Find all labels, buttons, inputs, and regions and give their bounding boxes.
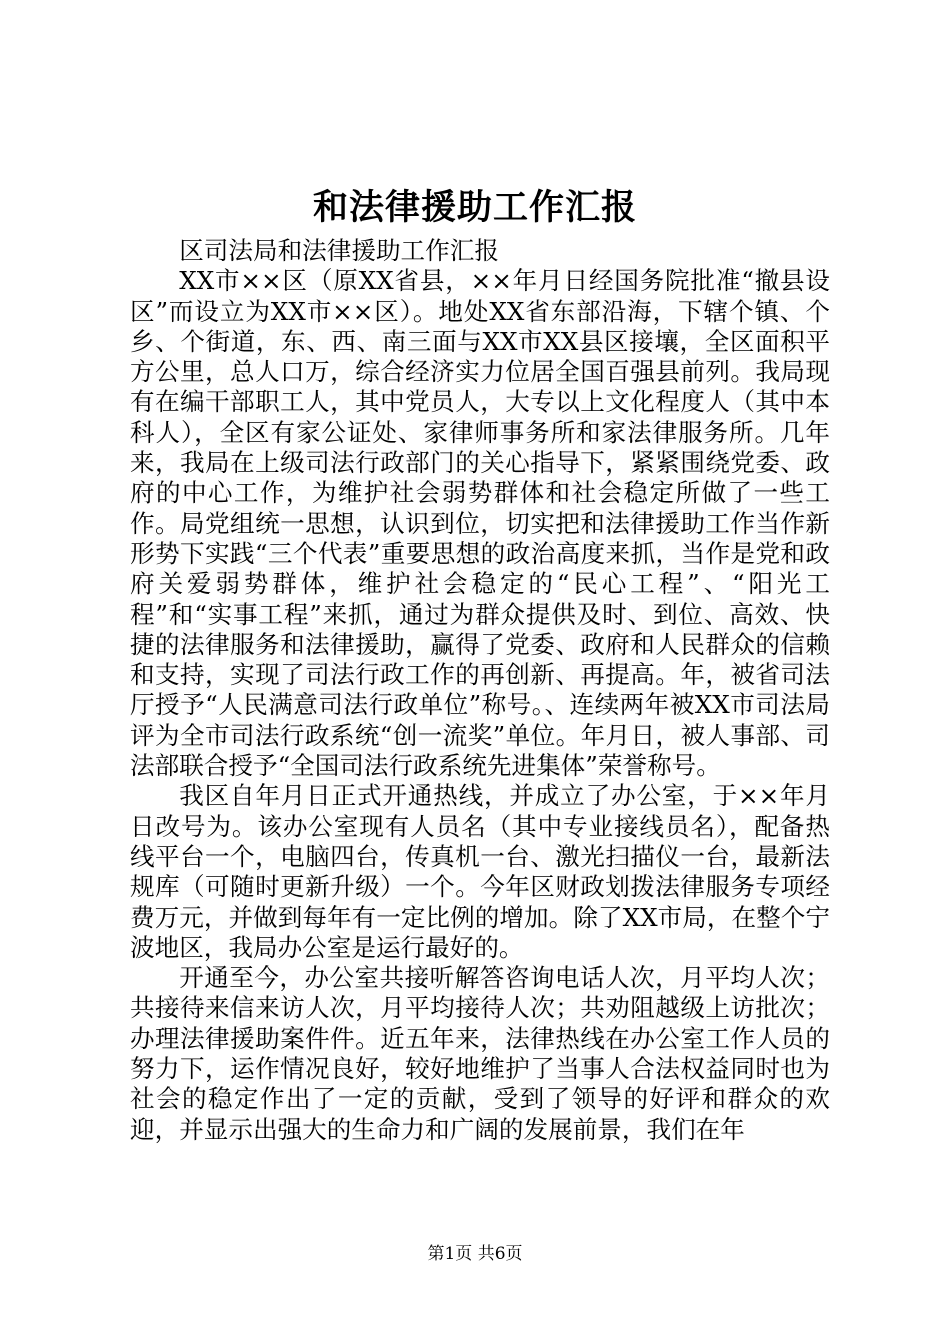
document-body [130, 236, 830, 1145]
paragraph: 开通至今，办公室共接听解答咨询电话人次，月平均人次；共接待来信来访人次，月平均接待人次；共劝阻越级上访批次；办理法律援助案件件。近五年来，法律热线在办公室工作人员的努力下，运作情况良好，较好地维护了当事人合法权益同时也为社会的稳定作出了一定的贡献，受到了领导的好评和群众的欢迎，并显示出强大的生命力和广阔的发展前景，我们在年 [130, 963, 830, 1144]
paragraph: XX市××区（原XX省县，××年月日经国务院批准“撤县设区”而设立为XX市××区）。地处XX省东部沿海，下辖个镇、个乡、个街道，东、西、南三面与XX市XX县区接壤，全区面积平方公里，总人口万，综合经济实力位居全国百强县前列。我局现有在编干部职工人，其中党员人，大专以上文化程度人（其中本科人），全区有家公证处、家律师事务所和家法律服务所。几年来，我局在上级司法行政部门的关心指导下，紧紧围绕党委、政府的中心工作，为维护社会弱势群体和社会稳定所做了一些工作。局党组统一思想，认识到位，切实把和法律援助工作当作新形势下实践“三个代表”重要思想的政治高度来抓，当作是党和政府关爱弱势群体，维护社会稳定的“民心工程”、“阳光工程”和“实事工程”来抓，通过为群众提供及时、到位、高效、快捷的法律服务和法律援助，赢得了党委、政府和人民群众的信赖和支持，实现了司法行政工作的再创新、再提高。年，被省司法厅授予“人民满意司法行政单位”称号。、连续两年被XX市司法局评为全市司法行政系统“创一流奖”单位。年月日，被人事部、司法部联合授予“全国司法行政系统先进集体”荣誉称号。 [130, 266, 830, 781]
document-title: 和法律援助工作汇报 [312, 187, 637, 228]
paragraph: 我区自年月日正式开通热线，并成立了办公室，于××年月日改号为。该办公室现有人员名（其中专业接线员名），配备热线平台一个，电脑四台，传真机一台、激光扫描仪一台，最新法规库（可随时更新升级）一个。今年区财政划拨法律服务专项经费万元，并做到每年有一定比例的增加。除了XX市局，在整个宁波地区，我局办公室是运行最好的。 [130, 781, 830, 962]
paragraph-subtitle: 区司法局和法律援助工作汇报 [179, 236, 499, 265]
page-number-footer: 第1页 共6页 [427, 1244, 523, 1264]
